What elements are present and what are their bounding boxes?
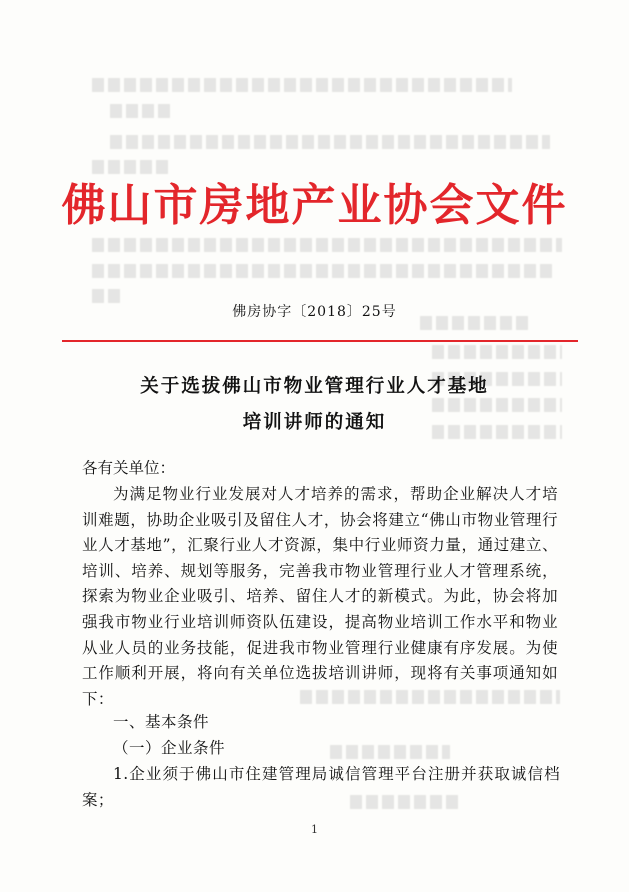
clause-1: 1.企业须于佛山市住建管理局诚信管理平台注册并获取诚信档案； [82,765,560,809]
subsection-heading-enterprise-conditions: （一）企业条件 [113,739,226,757]
section-heading-basic-conditions: 一、基本条件 [113,713,210,731]
page-number: 1 [311,823,318,836]
red-divider-line [62,340,578,342]
notice-title-line-1: 关于选拔佛山市物业管理行业人才基地 [140,376,489,397]
document-header-title: 佛山市房地产业协会文件 [61,180,568,231]
notice-title-line-2: 培训讲师的通知 [242,412,387,433]
body-paragraph: 为满足物业行业发展对人才培养的需求，帮助企业解决人才培训难题，协助企业吸引及留住人才，协会将建立“佛山市物业管理行业人才基地”，汇聚行业人才资源，集中行业师资力量，通过建立、培训、培养、规划等服务，完善我市物业管理行业人才管理系统，探索为物业企业吸引、培养、留住人才的新模式。为此，协会将加强我市物业行业培训师资队伍建设，提高物业培训工作水平和物业从业人员的业务技能，促进我市物业管理行业健康有序发展。为使工作顺利开展，将向有关单位选拔培训讲师，现将有关事项通知如下： [82,485,558,708]
salutation: 各有关单位： [82,459,176,477]
document-number: 佛房协字〔2018〕25号 [232,304,397,320]
